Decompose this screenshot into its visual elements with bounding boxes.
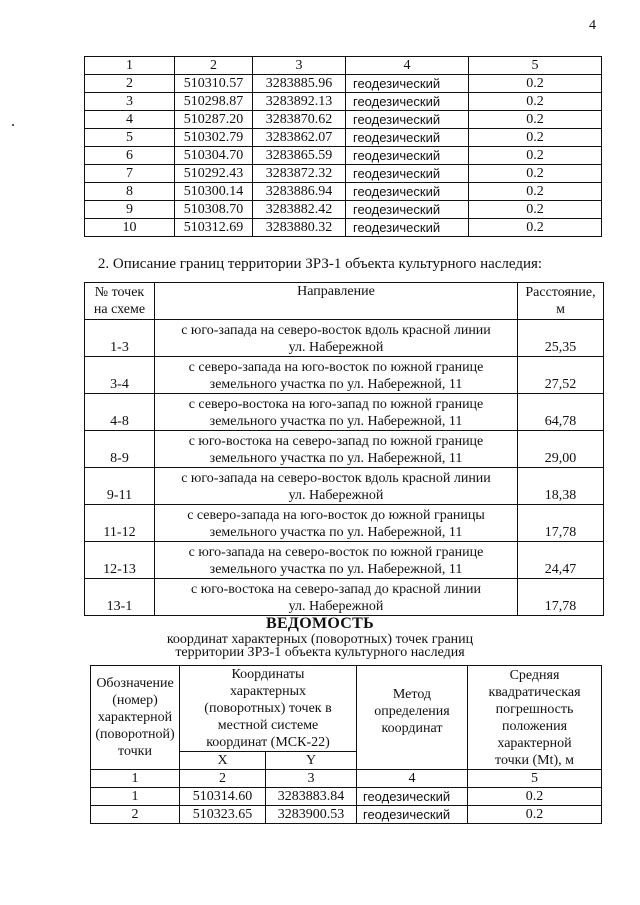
column-number-cell: 5 (469, 57, 602, 75)
direction-cell (155, 468, 518, 505)
direction-cell (155, 579, 518, 616)
vedomost-table (90, 665, 602, 824)
header-line: (номер) (112, 693, 158, 708)
distance-cell: 17,78 (518, 505, 604, 542)
table-cell: 510310.57 (175, 75, 253, 93)
vedomost-subtitle-2: территории ЗРЗ-1 объекта культурного наследия (175, 645, 465, 660)
table-cell: 4 (85, 111, 175, 129)
distance-cell: 64,78 (518, 394, 604, 431)
direction-line-1: с северо-запада на юго-восток по южной границе (188, 360, 484, 375)
table-cell: 510298.87 (175, 93, 253, 111)
table-cell: 510292.43 (175, 165, 253, 183)
table-cell: 3283872.32 (253, 165, 346, 183)
table-cell: 3283880.32 (253, 219, 346, 237)
column-number-cell: 4 (357, 770, 468, 788)
table-row (85, 183, 602, 201)
table-row (85, 431, 604, 468)
table-cell: 0.2 (469, 75, 602, 93)
header-line: точки (Mt), м (495, 752, 574, 768)
column-number-cell: 4 (346, 57, 469, 75)
point-range-cell: 11-12 (85, 505, 155, 542)
distance-cell: 27,52 (518, 357, 604, 394)
table-row (85, 542, 604, 579)
table-cell: геодезический (346, 111, 469, 129)
header-distance (518, 283, 604, 320)
table-cell: 1 (91, 788, 180, 806)
direction-cell (155, 542, 518, 579)
coordinates-table-continued (84, 56, 602, 237)
table-cell: 3 (85, 93, 175, 111)
table-cell: 3283870.62 (253, 111, 346, 129)
header-x: X (180, 752, 266, 770)
header-line: положения (501, 718, 568, 734)
direction-line-1: с северо-востока на юго-запад по южной границе (188, 397, 484, 412)
header-direction-label: Направление (297, 284, 375, 299)
direction-line-2: ул. Набережной (288, 340, 384, 355)
header-line: погрешность (495, 701, 574, 717)
table-row (85, 165, 602, 183)
header-line: координат (381, 721, 443, 736)
direction-cell (155, 505, 518, 542)
table-row (85, 129, 602, 147)
table-cell: 3283883.84 (266, 788, 357, 806)
column-number-cell: 1 (85, 57, 175, 75)
table-cell: геодезический (346, 93, 469, 111)
table-cell: 0.2 (469, 93, 602, 111)
table-cell: геодезический (357, 788, 468, 806)
table-row (85, 93, 602, 111)
boundary-description-table (84, 282, 604, 616)
direction-line-2: земельного участка по ул. Набережной, 11 (209, 377, 463, 392)
point-range-cell: 3-4 (85, 357, 155, 394)
direction-line-1: с юго-запада на северо-восток вдоль красной линии (181, 323, 491, 338)
table-cell: геодезический (346, 75, 469, 93)
point-range-cell: 1-3 (85, 320, 155, 357)
table-cell: 3283862.07 (253, 129, 346, 147)
table-cell: 3283865.59 (253, 147, 346, 165)
table-row (85, 320, 604, 357)
column-number-cell: 2 (175, 57, 253, 75)
table-cell: 5 (85, 129, 175, 147)
table-cell: геодезический (346, 165, 469, 183)
table-cell: 3283892.13 (253, 93, 346, 111)
table-header-row (91, 666, 602, 752)
header-line: (поворотной) (95, 727, 175, 742)
header-line: точки (118, 744, 152, 759)
direction-line-2: земельного участка по ул. Набережной, 11 (209, 451, 463, 466)
table-cell: 0.2 (468, 806, 602, 824)
table-header-row (85, 57, 602, 75)
table-cell: 6 (85, 147, 175, 165)
table-row (91, 788, 602, 806)
table-cell: 9 (85, 201, 175, 219)
table-cell: 510314.60 (180, 788, 266, 806)
column-number-cell: 3 (253, 57, 346, 75)
direction-line-2: земельного участка по ул. Набережной, 11 (209, 562, 463, 577)
table-cell: геодезический (346, 129, 469, 147)
table-cell: 0.2 (469, 165, 602, 183)
header-error (468, 666, 602, 770)
direction-line-1: с юго-востока на северо-запад по южной границе (188, 434, 484, 449)
table-cell: 0.2 (469, 147, 602, 165)
direction-cell (155, 431, 518, 468)
column-number-cell: 2 (180, 770, 266, 788)
distance-cell: 18,38 (518, 468, 604, 505)
direction-cell (155, 394, 518, 431)
table-cell: геодезический (346, 147, 469, 165)
table-cell: 510300.14 (175, 183, 253, 201)
table-cell: 510323.65 (180, 806, 266, 824)
header-direction (155, 283, 518, 320)
table-cell: 0.2 (469, 111, 602, 129)
point-range-cell: 12-13 (85, 542, 155, 579)
table-cell: 2 (85, 75, 175, 93)
table-row (85, 579, 604, 616)
table-cell: геодезический (346, 201, 469, 219)
table-cell: 510302.79 (175, 129, 253, 147)
table-cell: геодезический (346, 183, 469, 201)
table-cell: 510287.20 (175, 111, 253, 129)
table-cell: 0.2 (469, 219, 602, 237)
header-point-designation (91, 666, 180, 770)
table-cell: 0.2 (469, 183, 602, 201)
header-line: определения (374, 704, 450, 719)
table-row (85, 201, 602, 219)
table-cell: 3283882.42 (253, 201, 346, 219)
table-row (85, 505, 604, 542)
table-cell: 3283886.94 (253, 183, 346, 201)
direction-line-2: земельного участка по ул. Набережной, 11 (209, 525, 463, 540)
header-points-line2: на схеме (93, 302, 146, 317)
table-cell: 0.2 (469, 129, 602, 147)
point-range-cell: 13-1 (85, 579, 155, 616)
table-cell: 510308.70 (175, 201, 253, 219)
column-number-cell: 5 (468, 770, 602, 788)
vedomost-title: ВЕДОМОСТЬ (265, 615, 375, 632)
table-cell: 8 (85, 183, 175, 201)
header-line: координат (МСК-22) (206, 735, 330, 750)
direction-line-1: с юго-запада на северо-восток по южной границе (188, 545, 484, 560)
header-points (85, 283, 155, 320)
direction-line-1: с северо-запада на юго-восток до южной границы (187, 508, 485, 523)
table-header-row (85, 283, 604, 320)
table-cell: 510312.69 (175, 219, 253, 237)
table-cell: 510304.70 (175, 147, 253, 165)
header-distance-line1: Расстояние, (525, 285, 596, 300)
header-method (357, 666, 468, 770)
header-line: квадратическая (488, 684, 581, 700)
header-line: (поворотных) точек в (204, 701, 332, 716)
point-range-cell: 4-8 (85, 394, 155, 431)
direction-line-1: с юго-запада на северо-восток вдоль красной линии (181, 471, 491, 486)
table-row (85, 111, 602, 129)
header-line: Средняя (509, 667, 560, 683)
table-row (85, 219, 602, 237)
column-number-cell: 3 (266, 770, 357, 788)
table-cell: 3283885.96 (253, 75, 346, 93)
table-row (85, 75, 602, 93)
page-number: 4 (589, 18, 596, 33)
table-row (85, 394, 604, 431)
distance-cell: 24,47 (518, 542, 604, 579)
header-distance-line2: м (556, 302, 565, 317)
margin-dot (12, 124, 14, 126)
header-line: характерной (97, 710, 173, 725)
header-line: Координаты (231, 667, 305, 682)
table-cell: 0.2 (469, 201, 602, 219)
direction-line-2: ул. Набережной (288, 488, 384, 503)
point-range-cell: 8-9 (85, 431, 155, 468)
point-range-cell: 9-11 (85, 468, 155, 505)
header-line: Метод (392, 687, 432, 702)
table-cell: 10 (85, 219, 175, 237)
column-number-cell: 1 (91, 770, 180, 788)
table-cell: 2 (91, 806, 180, 824)
table-cell: 0.2 (468, 788, 602, 806)
direction-line-2: ул. Набережной (288, 599, 384, 614)
table-row (91, 806, 602, 824)
distance-cell: 25,35 (518, 320, 604, 357)
table-cell: 3283900.53 (266, 806, 357, 824)
vedomost-subtitle-1: координат характерных (поворотных) точек границ (166, 632, 474, 647)
header-line: характерной (497, 735, 572, 751)
header-points-line1: № точек (94, 285, 145, 300)
header-y: Y (266, 752, 357, 770)
distance-cell: 29,00 (518, 431, 604, 468)
header-line: характерных (229, 684, 307, 699)
distance-cell: 17,78 (518, 579, 604, 616)
column-number-row (91, 770, 602, 788)
direction-line-2: земельного участка по ул. Набережной, 11 (209, 414, 463, 429)
table-row (85, 147, 602, 165)
table-cell: геодезический (357, 806, 468, 824)
table-row (85, 357, 604, 394)
direction-cell (155, 357, 518, 394)
header-coordinates (180, 666, 357, 752)
header-line: Обозначение (96, 676, 174, 691)
header-line: местной системе (217, 718, 319, 733)
table-cell: геодезический (346, 219, 469, 237)
table-row (85, 468, 604, 505)
table-cell: 7 (85, 165, 175, 183)
section2-title: 2. Описание границ территории ЗРЗ-1 объекта культурного наследия: (97, 256, 543, 272)
direction-line-1: с юго-востока на северо-запад до красной линии (191, 582, 481, 597)
direction-cell (155, 320, 518, 357)
